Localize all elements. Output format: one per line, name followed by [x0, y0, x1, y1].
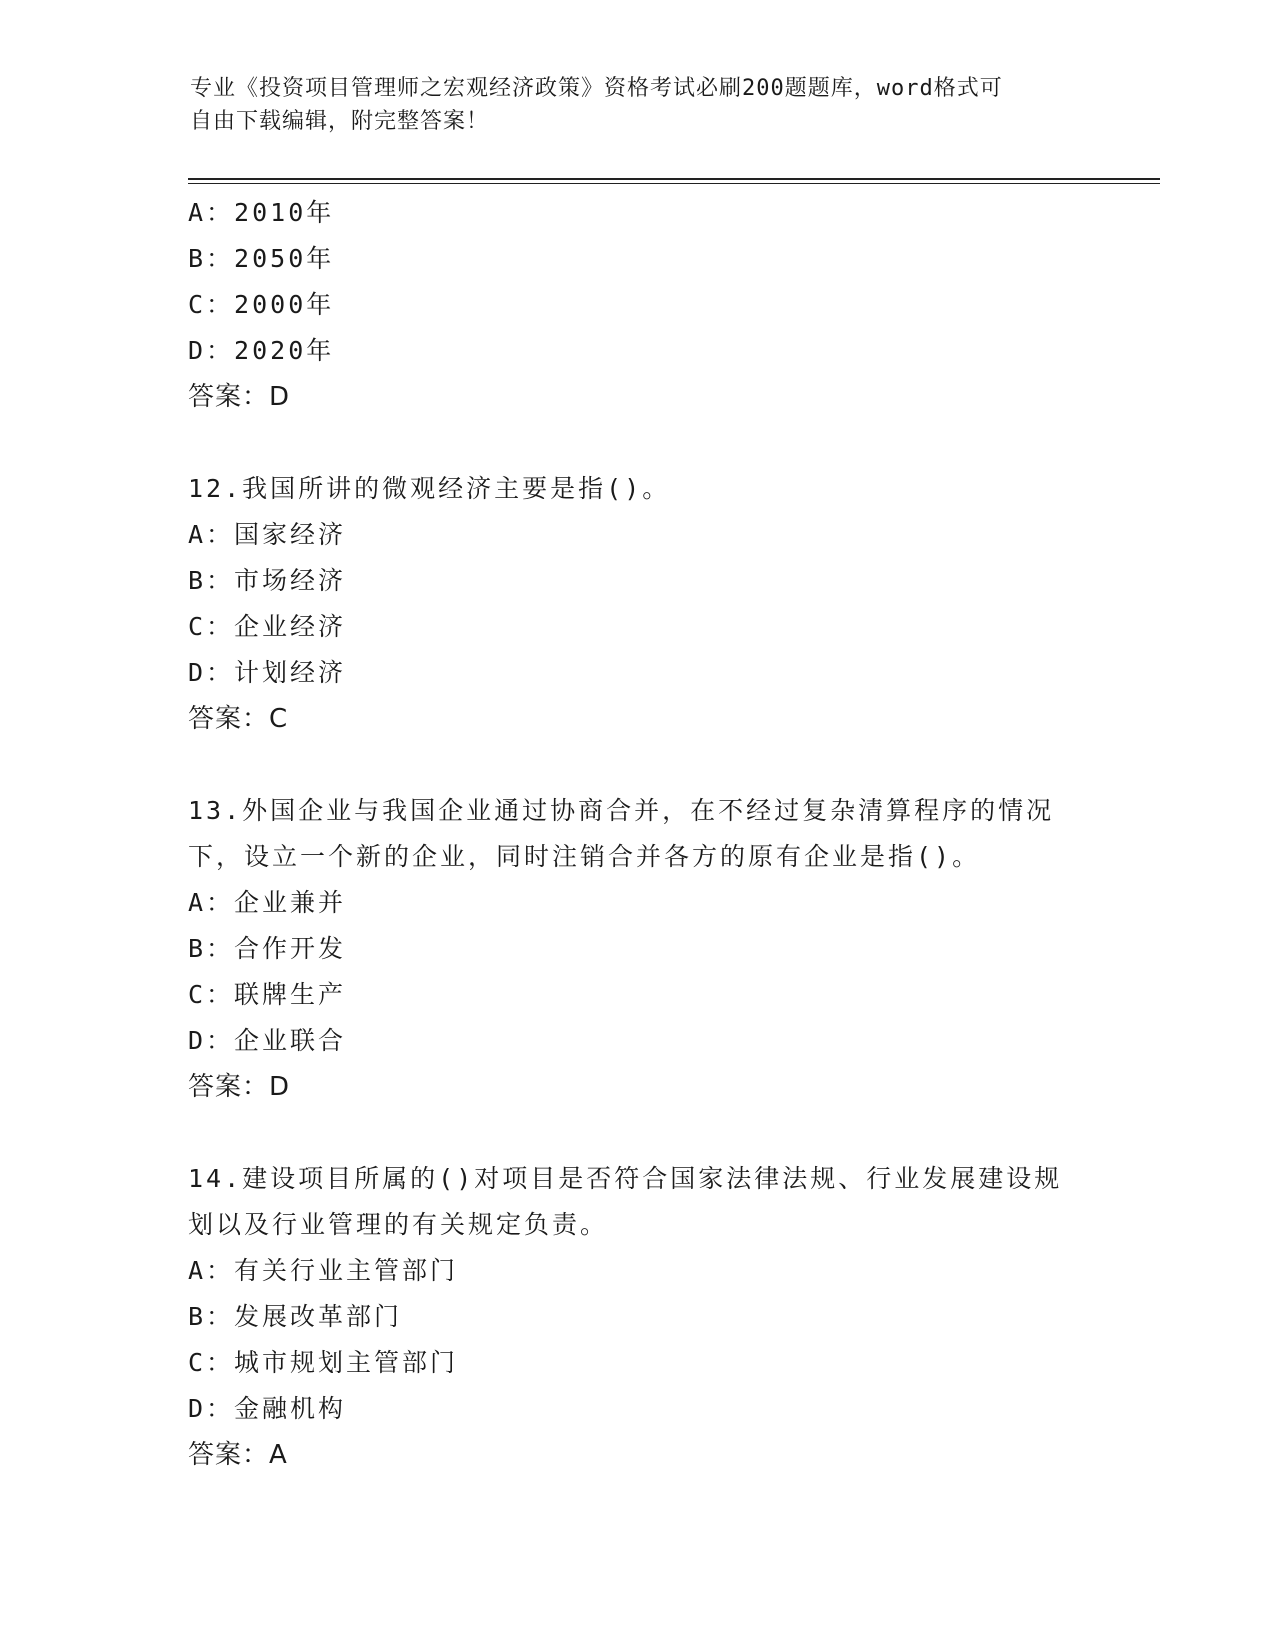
option-b: B：合作开发	[188, 934, 347, 963]
header-divider-bottom	[188, 183, 1160, 184]
header-line-1: 专业《投资项目管理师之宏观经济政策》资格考试必刷200题题库，word格式可	[190, 76, 1003, 101]
option-b: B：市场经济	[188, 566, 347, 595]
option-a: A：国家经济	[188, 520, 347, 549]
answer-line: 答案：D	[188, 1072, 291, 1102]
question-stem-line-2: 下，设立一个新的企业，同时注销合并各方的原有企业是指()。	[188, 842, 981, 871]
spacer	[188, 742, 1088, 788]
answer-line: 答案：C	[188, 704, 289, 734]
option-c: C：联牌生产	[188, 980, 347, 1009]
option-d: D：2020年	[188, 336, 335, 365]
question-list	[188, 190, 1088, 1478]
answer-line: 答案：A	[188, 1440, 288, 1470]
spacer	[188, 1110, 1088, 1156]
question-stem-line-1: 14.建设项目所属的()对项目是否符合国家法律法规、行业发展建设规	[188, 1164, 1063, 1193]
question-12	[188, 466, 1088, 742]
option-c: C：企业经济	[188, 612, 347, 641]
option-a: A：企业兼并	[188, 888, 347, 917]
question-stem: 12.我国所讲的微观经济主要是指()。	[188, 474, 671, 503]
spacer	[188, 420, 1088, 466]
option-a: A：2010年	[188, 198, 335, 227]
document-header	[190, 72, 1070, 138]
question-11-continued	[188, 190, 1088, 420]
option-d: D：金融机构	[188, 1394, 347, 1423]
question-13	[188, 788, 1088, 1110]
answer-line: 答案：D	[188, 382, 291, 412]
option-d: D：企业联合	[188, 1026, 347, 1055]
header-divider-top	[188, 178, 1160, 180]
question-14	[188, 1156, 1088, 1478]
option-d: D：计划经济	[188, 658, 347, 687]
header-line-2: 自由下载编辑，附完整答案！	[190, 109, 490, 134]
question-stem-line-1: 13.外国企业与我国企业通过协商合并，在不经过复杂清算程序的情况	[188, 796, 1055, 825]
option-b: B：发展改革部门	[188, 1302, 403, 1331]
option-a: A：有关行业主管部门	[188, 1256, 459, 1285]
option-c: C：城市规划主管部门	[188, 1348, 459, 1377]
option-b: B：2050年	[188, 244, 335, 273]
question-stem-line-2: 划以及行业管理的有关规定负责。	[188, 1210, 609, 1239]
option-c: C：2000年	[188, 290, 335, 319]
